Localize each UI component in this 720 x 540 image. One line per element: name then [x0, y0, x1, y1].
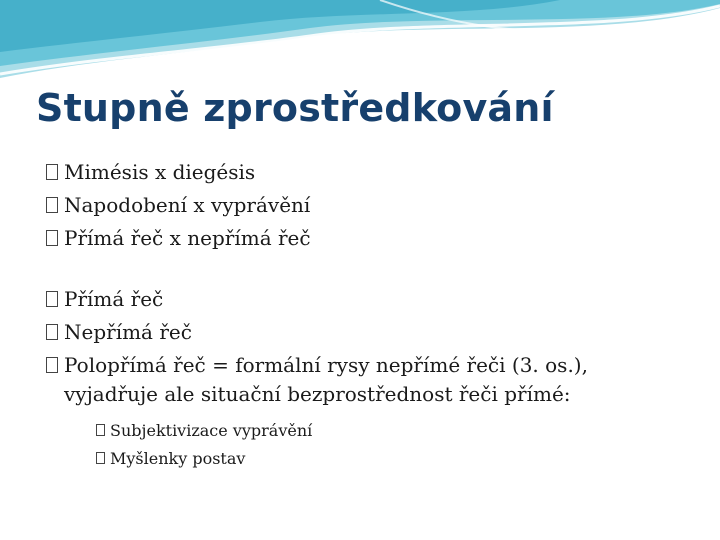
- sub-list-item-text: Myšlenky postav: [110, 449, 246, 468]
- list-item: [46, 156, 686, 189]
- list-item-text: Přímá řeč x nepřímá řeč: [64, 226, 311, 250]
- bullet-box-icon: [96, 452, 105, 464]
- list-item: [46, 349, 686, 411]
- bullet-box-icon: [46, 324, 58, 340]
- bullet-box-icon: [46, 357, 58, 373]
- bullet-box-icon: [96, 424, 105, 436]
- spacer: [46, 255, 686, 283]
- sub-list-item: [96, 417, 686, 445]
- list-item: [46, 222, 686, 255]
- slide-title: Stupně zprostředkování: [36, 86, 554, 130]
- bullet-box-icon: [46, 197, 58, 213]
- bullet-box-icon: [46, 291, 58, 307]
- sub-bullet-list: [46, 417, 686, 473]
- list-item: [46, 189, 686, 222]
- sub-list-item-text: Subjektivizace vyprávění: [110, 421, 313, 440]
- list-item-continuation: vyjadřuje ale situační bezprostřednost řeči přímé:: [64, 382, 571, 406]
- list-item: [46, 283, 686, 316]
- bullet-list: [46, 156, 686, 473]
- list-item-text: Nepřímá řeč: [64, 320, 192, 344]
- bullet-box-icon: [46, 230, 58, 246]
- list-item-text: Napodobení x vyprávění: [64, 193, 311, 217]
- list-item-text: Přímá řeč: [64, 287, 164, 311]
- list-item: [46, 316, 686, 349]
- header-wave-decoration: [0, 0, 720, 90]
- list-item-text: Polopřímá řeč = formální rysy nepřímé řeči (3. os.),: [64, 353, 588, 377]
- list-item-text: Mimésis x diegésis: [64, 160, 256, 184]
- sub-list-item: [96, 445, 686, 473]
- bullet-box-icon: [46, 164, 58, 180]
